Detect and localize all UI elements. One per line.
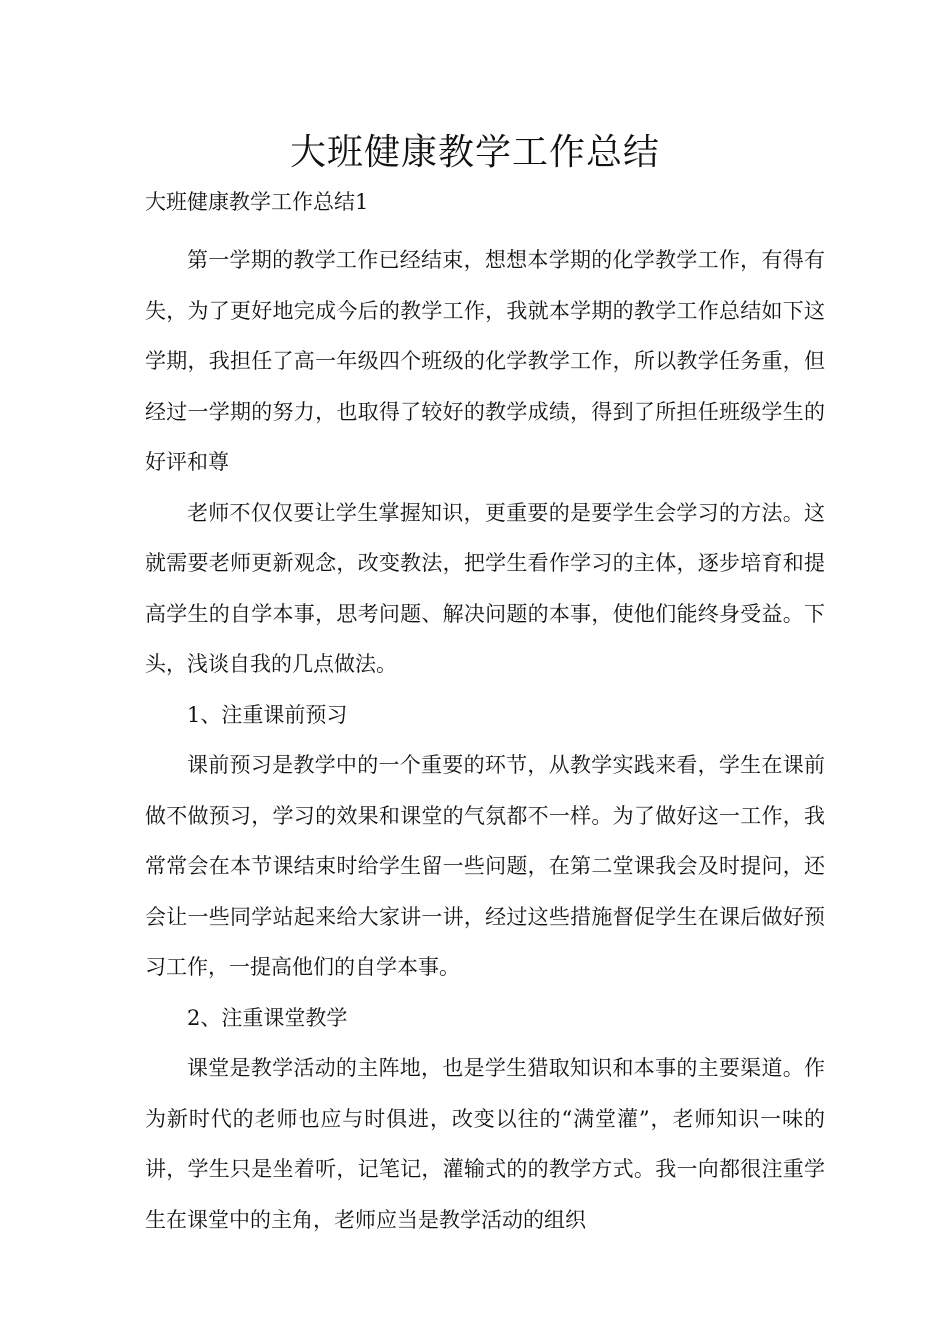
paragraph-intro: 第一学期的教学工作已经结束，想想本学期的化学教学工作，有得有失，为了更好地完成今后的教学工作，我就本学期的教学工作总结如下这学期，我担任了高一年级四个班级的化学教学工作，所以教学任务重，但经过一学期的努力，也取得了较好的教学成绩，得到了所担任班级学生的好评和尊 [145,248,825,474]
document-body [145,235,825,1245]
paragraph-preview: 课前预习是教学中的一个重要的环节，从教学实践来看，学生在课前做不做预习，学习的效果和课堂的气氛都不一样。为了做好这一工作，我常常会在本节课结束时给学生留一些问题，在第二堂课我会及时提问，还会让一些同学站起来给大家讲一讲，经过这些措施督促学生在课后做好预习工作，一提高他们的自学本事。 [145,753,825,979]
section-heading-classroom: 2、注重课堂教学 [187,1005,348,1030]
document-title: 大班健康教学工作总结 [289,132,660,173]
paragraph-method: 老师不仅仅要让学生掌握知识，更重要的是要学生会学习的方法。这就需要老师更新观念，改变教法，把学生看作学习的主体，逐步培育和提高学生的自学本事，思考问题、解决问题的本事，使他们能终身受益。下头，浅谈自我的几点做法。 [145,500,825,676]
document-subtitle: 大班健康教学工作总结1 [145,190,369,214]
paragraph-classroom: 课堂是教学活动的主阵地，也是学生猎取知识和本事的主要渠道。作为新时代的老师也应与时俱进，改变以往的“满堂灌”，老师知识一味的讲，学生只是坐着听，记笔记，灌输式的的教学方式。我一向都很注重学生在课堂中的主角，老师应当是教学活动的组织 [145,1056,825,1232]
section-heading-preview: 1、注重课前预习 [187,702,348,727]
